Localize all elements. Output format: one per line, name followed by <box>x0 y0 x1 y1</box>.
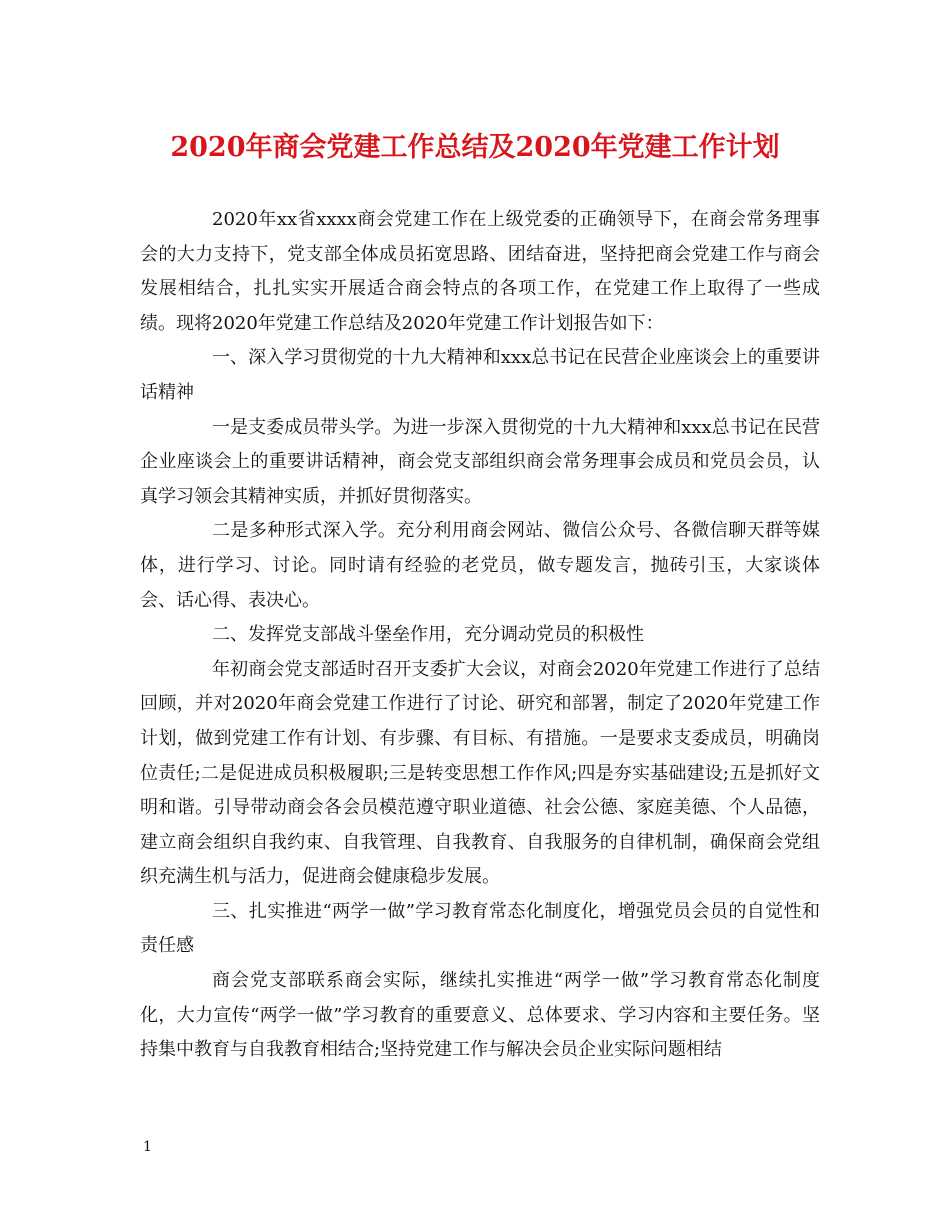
paragraph-section-1-item-1: 一是支委成员带头学。为进一步深入贯彻党的十九大精神和xxx总书记在民营企业座谈会上的重要讲话精神，商会党支部组织商会常务理事会成员和党员会员，认真学习领会其精神实质，并抓好贯彻落实。 <box>140 416 820 507</box>
paragraph-section-1-item-2: 二是多种形式深入学。充分利用商会网站、微信公众号、各微信聊天群等媒体，进行学习、讨论。同时请有经验的老党员，做专题发言，抛砖引玉，大家谈体会、话心得、表决心。 <box>140 520 820 611</box>
paragraph-section-2: 年初商会党支部适时召开支委扩大会议，对商会2020年党建工作进行了总结回顾，并对2020年商会党建工作进行了讨论、研究和部署，制定了2020年党建工作计划，做到党建工作有计划、有步骤、有目标、有措施。一是要求支委成员，明确岗位责任;二是促进成员积极履职;三是转变思想工作作风;四是夯实基础建设;五是抓好文明和谐。引导带动商会各会员模范遵守职业道德、社会公德、家庭美德、个人品德，建立商会组织自我约束、自我管理、自我教育、自我服务的自律机制，确保商会党组织充满生机与活力，促进商会健康稳步发展。 <box>140 658 820 888</box>
paragraph-section-3: 商会党支部联系商会实际，继续扎实推进“两学一做”学习教育常态化制度化，大力宣传“两学一做”学习教育的重要意义、总体要求、学习内容和主要任务。坚持集中教育与自我教育相结合;坚持党建工作与解决会员企业实际问题相结 <box>140 970 820 1061</box>
heading-section-3: 三、扎实推进“两学一做”学习教育常态化制度化，增强党员会员的自觉性和责任感 <box>140 900 820 957</box>
heading-section-1: 一、深入学习贯彻党的十九大精神和xxx总书记在民营企业座谈会上的重要讲话精神 <box>140 347 820 403</box>
document-title: 2020年商会党建工作总结及2020年党建工作计划 <box>170 132 780 163</box>
paragraph-intro: 2020年xx省xxxx商会党建工作在上级党委的正确领导下，在商会常务理事会的大力支持下，党支部全体成员拓宽思路、团结奋进，坚持把商会党建工作与商会发展相结合，扎扎实实开展适合商会特点的各项工作，在党建工作上取得了一些成绩。现将2020年党建工作总结及2020年党建工作计划报告如下： <box>140 209 820 334</box>
page-number: 1 <box>143 1139 152 1155</box>
document-body <box>140 203 820 1068</box>
heading-section-2: 二、发挥党支部战斗堡垒作用，充分调动党员的积极性 <box>212 624 644 646</box>
